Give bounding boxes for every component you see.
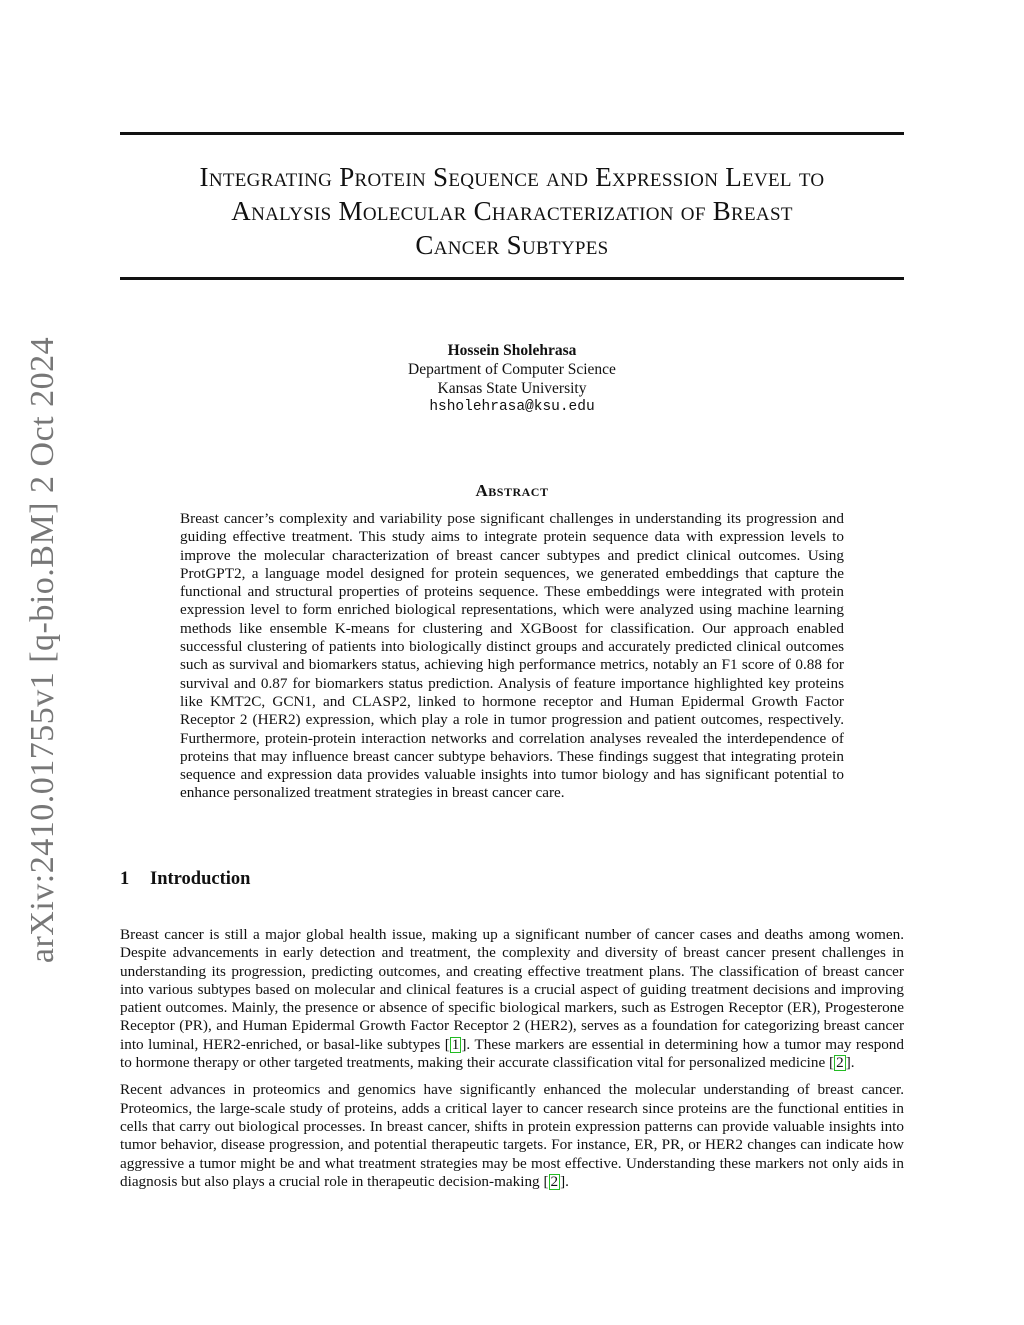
- paper-title: [120, 160, 904, 262]
- author-email[interactable]: hsholehrasa@ksu.edu: [429, 399, 595, 415]
- paragraph-text: ].: [560, 1172, 569, 1190]
- title-rule-top: [120, 132, 904, 135]
- paragraph: [120, 926, 904, 1072]
- paragraph: [120, 1081, 904, 1191]
- introduction-body: [120, 926, 904, 1200]
- author-university: Kansas State University: [437, 380, 587, 397]
- citation-link[interactable]: 2: [836, 1054, 844, 1072]
- citation-link[interactable]: 1: [451, 1035, 460, 1053]
- author-name: Hossein Sholehrasa: [447, 342, 577, 359]
- section-heading-introduction: [120, 869, 250, 890]
- section-title: Introduction: [150, 869, 251, 889]
- title-line-3: Cancer Subtypes: [415, 230, 609, 260]
- citation-link[interactable]: 2: [550, 1172, 559, 1190]
- paragraph-text: ].: [845, 1054, 855, 1072]
- author-block: [300, 341, 724, 417]
- paragraph-text: Recent advances in proteomics and genomics have significantly enhanced the molecular understanding of breast cancer. Proteomics, the large-scale study of proteins, adds a critical layer to cancer research since proteins are the functional entities in cells that carry out biological processes. In breast cancer, shifts in protein expression patterns can provide valuable insights into tumor behavior, disease progression, and potential therapeutic targets. For instance, ER, PR, or HER2 changes can indicate how aggressive a tumor might be and what treatment strategies may be most effective. Understanding these markers not only aids in diagnosis but also plays a crucial role in therapeutic decision-making [: [120, 1081, 904, 1190]
- title-rule-bottom: [120, 277, 904, 280]
- abstract-text: Breast cancer’s complexity and variability pose significant challenges in understanding its progression and guiding effective treatment. This study aims to integrate protein sequence data with expression levels to improve the molecular characterization of breast cancer subtypes and predict clinical outcomes. Using ProtGPT2, a language model designed for protein sequences, we generated embeddings that capture the functional and structural properties of proteins sequence. These embeddings were integrated with protein expression level to form enriched biological representations, which were analyzed using machine learning methods like ensemble K-means for clustering and XGBoost for classification. Our approach enabled successful clustering of patients into biologically distinct groups and accurately predicted clinical outcomes such as survival and biomarkers status, achieving high performance metrics, notably an F1 score of 0.88 for survival and 0.87 for biomarkers status prediction. Analysis of feature importance highlighted key proteins like KMT2C, GCN1, and CLASP2, linked to hormone receptor and Human Epidermal Growth Factor Receptor 2 (HER2) expression, which play a role in tumor progression and patient outcomes, respectively. Furthermore, protein-protein interaction networks and correlation analyses revealed the interdependence of proteins that may influence breast cancer subtype behaviors. These findings suggest that integrating protein sequence and expression data provides valuable insights into tumor biology and has significant potential to enhance personalized treatment strategies in breast cancer care.: [180, 510, 844, 802]
- section-number: 1: [120, 869, 130, 889]
- author-department: Department of Computer Science: [408, 361, 616, 378]
- title-line-2: Analysis Molecular Characterization of Breast: [231, 196, 793, 226]
- paragraph-text: Breast cancer is still a major global health issue, making up a significant number of cancer cases and deaths among women. Despite advancements in early detection and treatment, the complexity and diversity of breast cancer present challenges in understanding its progression, predicting outcomes, and creating effective treatment plans. The classification of breast cancer into various subtypes based on molecular and clinical features is a crucial aspect of guiding treatment decisions and improving patient outcomes. Mainly, the presence or absence of specific biological markers, such as Estrogen Receptor (ER), Progesterone Receptor (PR), and Human Epidermal Growth Factor Receptor 2 (HER2), serves as a foundation for categorizing breast cancer into luminal, HER2-enriched, or basal-like subtypes [: [120, 926, 904, 1053]
- arxiv-stamp: arXiv:2410.01755v1 [q-bio.BM] 2 Oct 2024: [24, 336, 61, 964]
- abstract-heading: Abstract: [475, 481, 549, 500]
- paragraph-text: ]. These markers are essential in determining how a tumor may respond to hormone therapy or other targeted treatments, making their accurate classification vital for personalized medicine [: [120, 1035, 904, 1072]
- title-line-1: Integrating Protein Sequence and Expression Level to: [199, 162, 825, 192]
